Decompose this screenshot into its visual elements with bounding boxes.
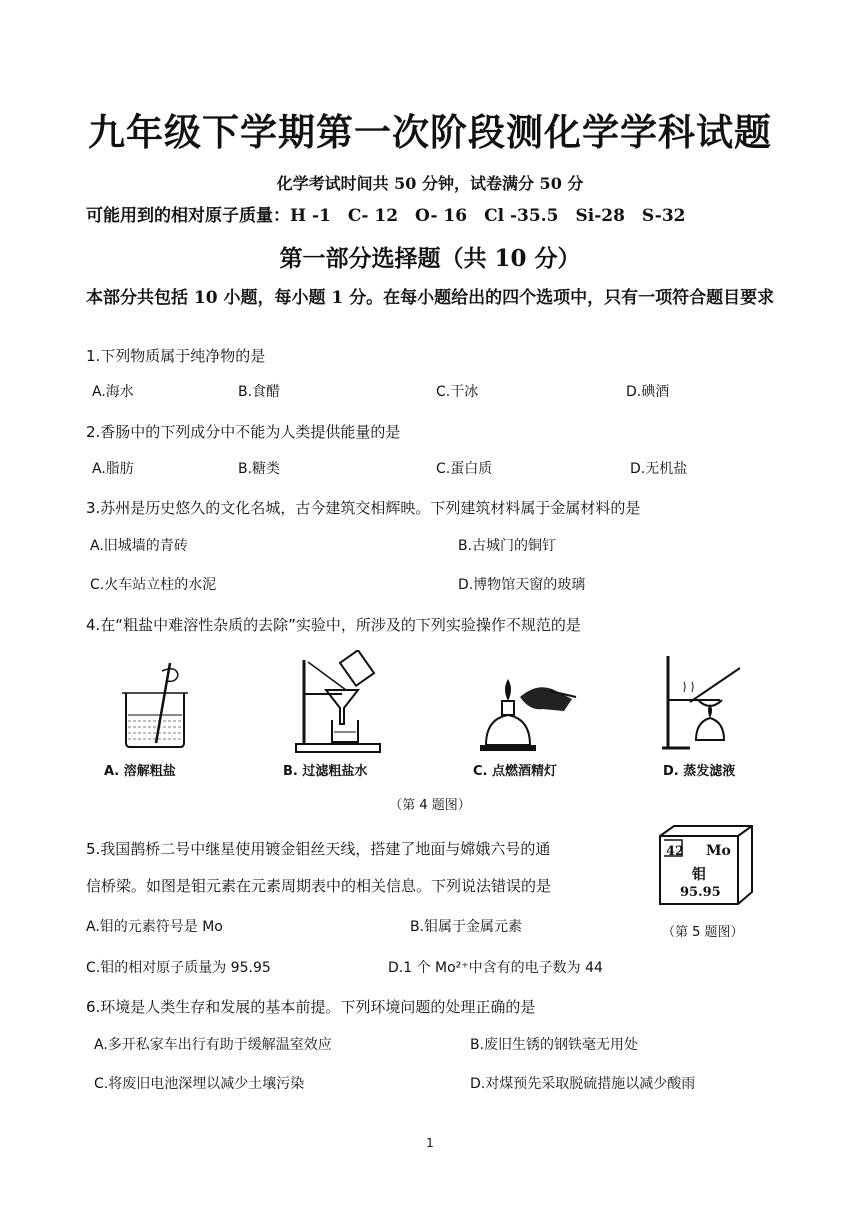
question-1-stem: 1.下列物质属于纯净物的是 xyxy=(86,347,266,365)
question-5-option-b: B.钼属于金属元素 xyxy=(410,919,523,935)
element-atomic-number: 42 xyxy=(666,844,685,859)
part-title: 第一部分选择题（共 10 分） xyxy=(279,245,581,272)
section-instructions: 本部分共包括 10 小题，每小题 1 分。在每小题给出的四个选项中，只有一项符合题目要求 xyxy=(86,288,775,308)
question-4-figure-caption: （第 4 题图） xyxy=(389,798,471,813)
question-4-option-b: B. 过滤粗盐水 xyxy=(283,764,368,779)
question-6-option-c: C.将废旧电池深埋以减少土壤污染 xyxy=(94,1076,305,1092)
question-6-stem: 6.环境是人类生存和发展的基本前提。下列环境问题的处理正确的是 xyxy=(86,998,536,1016)
exam-info: 化学考试时间共 50 分钟，试卷满分 50 分 xyxy=(276,174,584,193)
question-3-option-b: B.古城门的铜钉 xyxy=(458,538,557,554)
question-2-option-d: D.无机盐 xyxy=(630,461,688,477)
question-2-option-c: C.蛋白质 xyxy=(436,461,493,477)
evaporation-figure xyxy=(660,650,750,755)
question-6-option-a: A.多开私家车出行有助于缓解温室效应 xyxy=(94,1037,332,1053)
question-5-option-d: D.1 个 Mo²⁺中含有的电子数为 44 xyxy=(388,960,603,976)
element-symbol: Mo xyxy=(706,843,731,859)
alcohol-lamp-figure xyxy=(476,675,586,755)
question-5-stem-line1: 5.我国鹊桥二号中继星使用镀金钼丝天线，搭建了地面与嫦娥六号的通 xyxy=(86,840,551,858)
question-2-option-b: B.糖类 xyxy=(238,461,281,477)
question-3-option-c: C.火车站立柱的水泥 xyxy=(90,577,217,593)
question-4-option-c: C. 点燃酒精灯 xyxy=(473,764,558,779)
question-2-stem: 2.香肠中的下列成分中不能为人类提供能量的是 xyxy=(86,423,401,441)
filtration-figure xyxy=(286,650,386,755)
element-name: 钼 xyxy=(692,867,706,883)
element-atomic-mass: 95.95 xyxy=(680,885,721,900)
question-2-option-a: A.脂肪 xyxy=(92,461,134,477)
beaker-stirring-figure xyxy=(118,655,198,750)
question-5-figure-caption: （第 5 题图） xyxy=(662,925,744,940)
question-5-stem-line2: 信桥梁。如图是钼元素在元素周期表中的相关信息。下列说法错误的是 xyxy=(86,877,552,895)
question-5-option-c: C.钼的相对原子质量为 95.95 xyxy=(86,960,271,976)
question-5-option-a: A.钼的元素符号是 Mo xyxy=(86,919,223,935)
question-4-option-a: A. 溶解粗盐 xyxy=(104,764,176,779)
question-1-option-a: A.海水 xyxy=(92,384,134,400)
question-3-option-d: D.博物馆天窗的玻璃 xyxy=(458,577,586,593)
question-1-option-c: C.干冰 xyxy=(436,384,479,400)
question-6-option-b: B.废旧生锈的钢铁毫无用处 xyxy=(470,1037,639,1053)
question-1-option-b: B.食醋 xyxy=(238,384,281,400)
question-3-option-a: A.旧城墙的青砖 xyxy=(90,538,188,554)
question-4-option-d: D. 蒸发滤液 xyxy=(663,764,736,779)
page-number: 1 xyxy=(426,1136,434,1150)
atomic-mass-list: 可能用到的相对原子质量：H -1 C- 12 O- 16 Cl -35.5 Si-28 S-32 xyxy=(86,206,686,226)
question-3-stem: 3.苏州是历史悠久的文化名城，古今建筑交相辉映。下列建筑材料属于金属材料的是 xyxy=(86,499,641,517)
question-6-option-d: D.对煤预先采取脱硫措施以减少酸雨 xyxy=(470,1076,696,1092)
question-4-stem: 4.在“粗盐中难溶性杂质的去除”实验中，所涉及的下列实验操作不规范的是 xyxy=(86,616,581,634)
question-1-option-d: D.碘酒 xyxy=(626,384,670,400)
exam-title: 九年级下学期第一次阶段测化学学科试题 xyxy=(88,110,772,154)
